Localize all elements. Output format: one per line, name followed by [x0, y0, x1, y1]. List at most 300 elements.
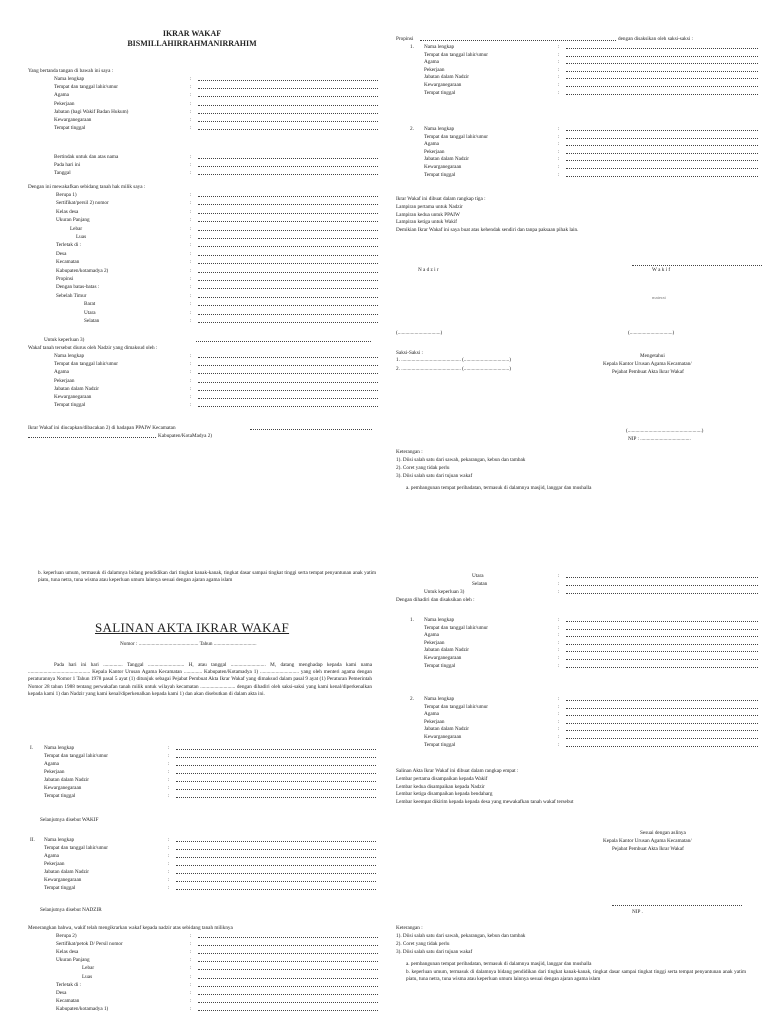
- field-colon: :: [190, 385, 192, 392]
- field-value-dots[interactable]: [566, 624, 758, 630]
- field-colon: :: [190, 965, 192, 972]
- field-label: Nama lengkap: [424, 617, 455, 623]
- field-value-dots[interactable]: [566, 133, 758, 139]
- field-label: Pekerjaan: [44, 769, 65, 775]
- field-label: Selatan: [84, 318, 100, 324]
- field-colon: :: [558, 148, 560, 155]
- field-colon: :: [190, 200, 192, 207]
- field-label: Utara: [84, 309, 96, 316]
- field-label: Agama: [424, 711, 439, 718]
- field-value-dots[interactable]: [176, 852, 376, 858]
- land-intro: Dengan ini mewakafkan sebidang tanah hak milik saya :: [28, 184, 146, 190]
- mengetahui-label: Mengetahui: [640, 353, 665, 359]
- untuk-keperluan-dots[interactable]: [196, 336, 371, 342]
- page-salinan-akta: [0, 512, 384, 1024]
- field-label: Tempat tinggal: [424, 741, 456, 748]
- field-colon: :: [190, 309, 192, 316]
- field-label: Nama lengkap: [424, 44, 455, 50]
- field-label: Ukuran Panjang: [56, 957, 90, 964]
- field-value-dots[interactable]: [198, 940, 378, 946]
- field-value-dots[interactable]: [566, 646, 758, 652]
- field-label: Lebar: [82, 965, 95, 972]
- ikrar-line-1: Ikrar Wakaf ini diucapkan/dibacakan 2) di hadapan PPAIW Kecamatan: [28, 425, 176, 431]
- field-label: Tempat dan tanggal lahir/umur: [424, 703, 489, 710]
- ikrar-line-1-dots[interactable]: [250, 424, 372, 430]
- field-value-dots[interactable]: [176, 884, 376, 890]
- field-value-dots[interactable]: [198, 368, 378, 374]
- field-colon: :: [168, 793, 170, 799]
- field-value-dots[interactable]: [198, 83, 378, 89]
- field-value-dots[interactable]: [176, 768, 376, 774]
- field-label: Kewarganegaraan: [424, 164, 462, 170]
- field-colon: :: [190, 1005, 192, 1012]
- field-label: Desa: [56, 250, 67, 257]
- field-value-dots[interactable]: [198, 267, 378, 273]
- field-value-dots[interactable]: [176, 868, 376, 874]
- field-label: Jabatan (bagi Wakif Badan Hukum): [54, 108, 129, 115]
- field-value-dots[interactable]: [198, 300, 378, 306]
- field-label: Pekerjaan: [424, 148, 445, 155]
- field-value-dots[interactable]: [198, 309, 378, 315]
- field-label: Kewarganegaraan: [424, 655, 462, 661]
- field-value-dots[interactable]: [566, 66, 758, 72]
- field-value-dots[interactable]: [198, 169, 378, 175]
- field-value-dots[interactable]: [198, 964, 378, 970]
- field-colon: :: [190, 949, 192, 956]
- field-value-dots[interactable]: [198, 377, 378, 383]
- field-value-dots[interactable]: [176, 844, 376, 850]
- field-value-dots[interactable]: [176, 744, 376, 750]
- field-label: Agama: [54, 369, 69, 376]
- wakif-signature-dots[interactable]: [632, 260, 762, 266]
- field-colon: :: [190, 84, 192, 91]
- field-value-dots[interactable]: [198, 360, 378, 366]
- field-label: Agama: [44, 761, 59, 767]
- section-1-number: I.: [30, 745, 34, 751]
- field-label: Tempat dan tanggal lahir/umur: [424, 133, 489, 140]
- text-line: 2). Coret yang tidak perlu: [396, 464, 450, 471]
- field-colon: :: [168, 753, 170, 759]
- field-label: Pekerjaan: [44, 861, 65, 867]
- text-line: Salinan Akta Ikrar Wakaf ini dibuat dalam rangkap empat :: [396, 768, 519, 774]
- field-value-dots[interactable]: [176, 792, 376, 798]
- field-value-dots[interactable]: [566, 58, 758, 64]
- wakif-paren: (.................................): [628, 330, 675, 336]
- saksi-title: Saksi-Saksi :: [396, 350, 423, 356]
- field-value-dots[interactable]: [198, 292, 378, 298]
- propinsi-label: Propinsi: [396, 36, 414, 42]
- field-colon: :: [558, 655, 560, 661]
- text-line: Lampiran pertama untuk Nadzir: [396, 203, 463, 210]
- field-value-dots[interactable]: [566, 580, 758, 586]
- field-colon: :: [190, 402, 192, 409]
- text-line: Lembar kedua disampaikan kepada Nadzir: [396, 783, 485, 790]
- field-colon: :: [558, 141, 560, 148]
- field-colon: :: [558, 171, 560, 178]
- field-value-dots[interactable]: [198, 225, 378, 231]
- field-label: Pekerjaan: [424, 718, 445, 725]
- field-label: Kelas desa: [56, 949, 79, 956]
- field-value-dots[interactable]: [176, 784, 376, 790]
- materai-label: materai: [652, 295, 666, 300]
- field-colon: :: [558, 581, 560, 588]
- field-value-dots[interactable]: [198, 233, 378, 239]
- field-value-dots[interactable]: [198, 956, 378, 962]
- field-colon: :: [168, 861, 170, 867]
- field-label: Tempat dan tanggal lahir/umur: [54, 361, 119, 368]
- field-value-dots[interactable]: [198, 100, 378, 106]
- field-colon: :: [558, 164, 560, 170]
- field-label: Sertifikat/petok D/ Persil nomor: [56, 941, 123, 948]
- text-line: Lampiran ketiga untuk Wakif: [396, 219, 457, 226]
- field-value-dots[interactable]: [198, 352, 378, 358]
- field-label: Pekerjaan: [54, 377, 75, 384]
- saksi-line-2: 2. .............................................. (...................................): [396, 366, 511, 372]
- field-colon: :: [558, 696, 560, 702]
- field-value-dots[interactable]: [176, 776, 376, 782]
- keterangan-b: b. keperluan umum, termasuk di dalamnya bidang pendidikan dari tingkat kanak-kanak, tingkat dasar sampai tingkat tinggi serta tempat penyantunan anak yatim piatu, tuna netra, tuna wisma atau keperluan umum lainnya sesuai dengan ajaran agama islam: [406, 969, 746, 983]
- disaksikan-text: dengan disaksikan oleh saksi-saksi :: [618, 36, 693, 42]
- kepala-signature-dots[interactable]: [612, 900, 742, 906]
- field-label: Terletak di :: [56, 981, 81, 988]
- field-value-dots[interactable]: [566, 125, 758, 131]
- field-colon: :: [558, 726, 560, 733]
- field-colon: :: [558, 718, 560, 725]
- field-value-dots[interactable]: [176, 752, 376, 758]
- field-colon: :: [190, 154, 192, 160]
- field-colon: :: [190, 217, 192, 224]
- field-value-dots[interactable]: [198, 116, 378, 122]
- field-value-dots[interactable]: [198, 258, 378, 264]
- field-value-dots[interactable]: [198, 981, 378, 987]
- field-label: Jabatan dalam Nadzir: [424, 726, 469, 733]
- field-label: Bertindak untuk dan atas nama: [54, 154, 119, 160]
- field-label: Ukuran Panjang: [56, 217, 90, 224]
- field-label: Terletak di :: [56, 242, 81, 249]
- text-line: 3). Diisi salah satu dari tujuan wakaf: [396, 472, 473, 479]
- keterangan-title: Keterangan :: [396, 925, 423, 931]
- field-label: Tempat tinggal: [424, 89, 456, 96]
- field-value-dots[interactable]: [198, 191, 378, 197]
- text-line: Ikrar Wakaf ini dibuat dalam rangkap tiga :: [396, 196, 486, 202]
- field-value-dots[interactable]: [566, 148, 758, 154]
- field-colon: :: [190, 162, 192, 169]
- field-label: Jabatan dalam Nadzir: [44, 869, 89, 875]
- field-value-dots[interactable]: [198, 208, 378, 214]
- field-colon: :: [190, 997, 192, 1004]
- field-colon: :: [558, 734, 560, 740]
- sesuai-label: Sesuai dengan aslinya: [640, 830, 686, 836]
- text-line: Lampiran kedua untuk PPAIW: [396, 211, 460, 218]
- dihadiri-text: Dengan dihadiri dan disaksikan oleh :: [396, 597, 475, 603]
- field-value-dots[interactable]: [198, 973, 378, 979]
- field-label: Barat: [84, 301, 96, 308]
- field-label: Tempat tinggal: [424, 662, 456, 669]
- untuk-keperluan-label: Untuk keperluan 3): [44, 337, 85, 343]
- field-label: Agama: [424, 632, 439, 639]
- field-colon: :: [190, 973, 192, 980]
- field-colon: :: [168, 877, 170, 883]
- salinan-akta-title: SALINAN AKTA IKRAR WAKAF: [95, 620, 290, 635]
- field-value-dots[interactable]: [566, 140, 758, 146]
- field-label: Lebar: [70, 225, 83, 232]
- field-colon: :: [558, 711, 560, 718]
- text-line: Lembar ketiga disampaikan kepada bendaharg: [396, 791, 493, 798]
- field-colon: :: [190, 208, 192, 215]
- field-label: Jabatan dalam Nadzir: [424, 74, 469, 81]
- field-label: Pekerjaan: [54, 100, 75, 107]
- field-value-dots[interactable]: [566, 639, 758, 645]
- field-colon: :: [558, 573, 560, 579]
- field-colon: :: [168, 745, 170, 751]
- field-colon: :: [168, 869, 170, 875]
- field-colon: :: [190, 76, 192, 82]
- menerangkan-text: Menerangkan bahwa, wakif telah mengikrarkan wakaf kepada nadzir atas sebidang tanah miliknya: [28, 925, 233, 931]
- field-value-dots[interactable]: [566, 572, 758, 578]
- field-label: Sebelah Timur: [56, 292, 87, 299]
- ikrar-line-2-dots[interactable]: [28, 432, 156, 438]
- field-value-dots[interactable]: [566, 718, 758, 724]
- field-label: Selatan: [472, 581, 488, 588]
- field-label: Nama lengkap: [54, 76, 85, 82]
- field-value-dots[interactable]: [566, 710, 758, 716]
- field-value-dots[interactable]: [176, 860, 376, 866]
- field-value-dots[interactable]: [566, 703, 758, 709]
- text-line: Lembar pertama disampaikan kepada Wakif: [396, 775, 488, 782]
- pejabat-label: Pejabat Pembuat Akta Ikrar Wakaf: [612, 846, 684, 852]
- field-value-dots[interactable]: [566, 163, 758, 169]
- field-value-dots[interactable]: [198, 124, 378, 130]
- field-colon: :: [190, 234, 192, 240]
- field-value-dots[interactable]: [566, 725, 758, 731]
- field-label: Untuk keperluan 3): [424, 589, 465, 596]
- field-value-dots[interactable]: [198, 75, 378, 81]
- field-value-dots[interactable]: [198, 932, 378, 938]
- field-colon: :: [190, 292, 192, 299]
- field-label: Tempat dan tanggal lahir/umur: [424, 624, 489, 631]
- field-colon: :: [190, 92, 192, 99]
- field-colon: :: [558, 589, 560, 596]
- nip-label: NIP .: [632, 909, 643, 915]
- kepala-kua-label: Kepala Kantor Urusan Agama Kecamatan/: [603, 361, 692, 367]
- field-value-dots[interactable]: [566, 155, 758, 161]
- field-colon: :: [190, 377, 192, 384]
- field-label: Nama lengkap: [424, 126, 455, 132]
- field-label: Kecamatan: [56, 997, 80, 1004]
- field-colon: :: [168, 837, 170, 843]
- page-salinan-akta-cont: [384, 512, 768, 1024]
- field-label: Kewarganegaraan: [424, 82, 462, 88]
- field-label: Pekerjaan: [424, 66, 445, 73]
- field-value-dots[interactable]: [566, 89, 758, 95]
- saksi2-number: 2.: [410, 126, 414, 132]
- field-colon: :: [558, 74, 560, 81]
- field-colon: :: [168, 761, 170, 767]
- field-label: Desa: [56, 989, 67, 996]
- field-value-dots[interactable]: [198, 1005, 378, 1011]
- field-colon: :: [168, 845, 170, 851]
- field-value-dots[interactable]: [566, 741, 758, 747]
- field-label: Kewarganegaraan: [44, 877, 82, 883]
- field-value-dots[interactable]: [566, 73, 758, 79]
- field-colon: :: [190, 989, 192, 996]
- field-colon: :: [190, 369, 192, 376]
- wakif-sign-label: W a k i f: [652, 267, 671, 273]
- field-value-dots[interactable]: [198, 401, 378, 407]
- field-value-dots[interactable]: [566, 654, 758, 660]
- field-value-dots[interactable]: [198, 241, 378, 247]
- field-value-dots[interactable]: [566, 733, 758, 739]
- field-colon: :: [190, 242, 192, 249]
- field-label: Kewarganegaraan: [54, 394, 92, 400]
- field-colon: :: [558, 662, 560, 669]
- field-colon: :: [190, 353, 192, 359]
- field-value-dots[interactable]: [198, 393, 378, 399]
- field-label: Luas: [76, 234, 87, 240]
- field-value-dots[interactable]: [198, 250, 378, 256]
- field-label: Tempat tinggal: [44, 885, 76, 891]
- field-colon: :: [168, 777, 170, 783]
- field-colon: :: [190, 259, 192, 266]
- field-colon: :: [558, 59, 560, 66]
- kepala-paren: (.........................................................): [626, 428, 704, 434]
- field-colon: :: [168, 769, 170, 775]
- page-ikrar-wakaf: [0, 0, 384, 512]
- field-value-dots[interactable]: [198, 153, 378, 159]
- pejabat-label: Pejabat Pembuat Akta Ikrar Wakaf: [612, 369, 684, 375]
- field-colon: :: [190, 394, 192, 400]
- field-colon: :: [558, 133, 560, 140]
- field-label: Tempat dan tanggal lahir/umur: [44, 845, 109, 851]
- field-label: Tempat tinggal: [424, 171, 456, 178]
- field-value-dots[interactable]: [198, 283, 378, 289]
- field-label: Dengan batas-batas :: [56, 284, 100, 291]
- field-label: Berupa 1): [56, 192, 77, 198]
- field-colon: :: [190, 276, 192, 282]
- keterangan-a: a. pembangunan tempat peribadatan, termasuk di dalamnya masjid, langgar dan mushalla: [406, 961, 592, 967]
- field-colon: :: [190, 100, 192, 107]
- field-label: Agama: [424, 59, 439, 66]
- keterangan-a: a. pembangunan tempat peribadatan, termasuk di dalamnya masjid, langgar dan mushalla: [406, 485, 592, 491]
- field-value-dots[interactable]: [566, 43, 758, 49]
- field-colon: :: [190, 318, 192, 324]
- field-colon: :: [190, 981, 192, 988]
- title-ikrar-wakaf: IKRAR WAKAF: [162, 29, 222, 38]
- field-colon: :: [558, 51, 560, 58]
- field-value-dots[interactable]: [198, 199, 378, 205]
- field-label: Luas: [82, 973, 93, 980]
- text-line: 1). Diisi salah satu dari sawah, pekarangan, kebun dan tambak: [396, 457, 526, 463]
- field-label: Tempat tinggal: [54, 125, 86, 132]
- field-colon: :: [168, 853, 170, 859]
- field-colon: :: [558, 89, 560, 96]
- page-ikrar-wakaf-cont: [384, 0, 768, 512]
- field-colon: :: [558, 741, 560, 748]
- field-label: Berupa 2): [56, 933, 77, 939]
- intro-text: Yang bertanda tangan di bawah ini saya :: [28, 68, 114, 74]
- field-value-dots[interactable]: [566, 616, 758, 622]
- field-label: Agama: [54, 92, 69, 99]
- field-colon: :: [190, 170, 192, 177]
- field-value-dots[interactable]: [198, 989, 378, 995]
- field-value-dots[interactable]: [198, 91, 378, 97]
- text-line: Demikian Ikrar Wakaf ini saya buat atas kehendak sendiri dan tanpa paksaan pihak lain.: [396, 227, 579, 234]
- text-line: Lembar keempat dikirim kepada kepada desa yang mewakafkan tanah wakaf tersebut: [396, 799, 574, 806]
- field-label: Tempat tinggal: [54, 402, 86, 409]
- field-value-dots[interactable]: [176, 760, 376, 766]
- field-label: Propinsi: [56, 276, 74, 282]
- section-2-number: II.: [30, 837, 35, 843]
- field-label: Agama: [44, 853, 59, 859]
- field-colon: :: [190, 192, 192, 198]
- field-label: Tempat tinggal: [44, 793, 76, 799]
- field-label: Utara: [472, 573, 484, 579]
- nomor-line: Nomor : .............................................. Tahun .................................: [120, 641, 257, 647]
- field-value-dots[interactable]: [566, 171, 758, 177]
- field-label: Kabupaten/kotamadya 1): [56, 1005, 109, 1012]
- field-colon: :: [558, 82, 560, 88]
- field-value-dots[interactable]: [566, 631, 758, 637]
- field-colon: :: [190, 225, 192, 232]
- field-value-dots[interactable]: [198, 275, 378, 281]
- field-label: Nama lengkap: [54, 353, 85, 359]
- field-colon: :: [558, 647, 560, 654]
- field-value-dots[interactable]: [566, 81, 758, 87]
- title-bismillah: BISMILLAHIRRAHMANIRRAHIM: [127, 39, 257, 48]
- field-value-dots[interactable]: [566, 695, 758, 701]
- field-label: Nama lengkap: [44, 837, 75, 843]
- saksi1-number: 1.: [410, 44, 414, 50]
- saksi2-number: 2.: [410, 696, 414, 702]
- field-value-dots[interactable]: [566, 588, 758, 594]
- field-value-dots[interactable]: [176, 836, 376, 842]
- nadzir-sign-label: N a d z i r: [418, 267, 439, 273]
- field-value-dots[interactable]: [198, 216, 378, 222]
- field-value-dots[interactable]: [566, 662, 758, 668]
- field-colon: :: [190, 125, 192, 132]
- field-colon: :: [190, 933, 192, 939]
- field-value-dots[interactable]: [198, 385, 378, 391]
- field-colon: :: [558, 617, 560, 623]
- field-colon: :: [190, 361, 192, 368]
- text-line: 3). Diisi salah satu dari tujuan wakaf: [396, 948, 473, 955]
- field-colon: :: [168, 885, 170, 891]
- field-label: Jabatan dalam Nadzir: [44, 777, 89, 783]
- field-value-dots[interactable]: [198, 948, 378, 954]
- propinsi-dots[interactable]: [420, 35, 616, 41]
- field-label: Tempat dan tanggal lahir/umur: [424, 51, 489, 58]
- field-value-dots[interactable]: [198, 317, 378, 323]
- field-label: Jabatan dalam Nadzir: [54, 385, 99, 392]
- field-value-dots[interactable]: [198, 108, 378, 114]
- field-label: Tempat dan tanggal lahir/umur: [44, 753, 109, 759]
- field-label: Tanggal: [54, 170, 71, 177]
- field-colon: :: [558, 632, 560, 639]
- field-value-dots[interactable]: [566, 51, 758, 57]
- field-colon: :: [168, 785, 170, 791]
- field-colon: :: [190, 117, 192, 123]
- field-colon: :: [558, 624, 560, 631]
- field-label: Jabatan dalam Nadzir: [424, 156, 469, 163]
- field-value-dots[interactable]: [198, 161, 378, 167]
- nip-label: NIP : .......................................: [628, 436, 691, 442]
- field-colon: :: [190, 941, 192, 948]
- field-value-dots[interactable]: [198, 997, 378, 1003]
- field-colon: :: [190, 267, 192, 274]
- field-colon: :: [558, 703, 560, 710]
- nadzir-intro: Wakaf tanah tersebut diurus oleh Nadzir yang dimaksud oleh :: [28, 345, 158, 351]
- field-value-dots[interactable]: [176, 876, 376, 882]
